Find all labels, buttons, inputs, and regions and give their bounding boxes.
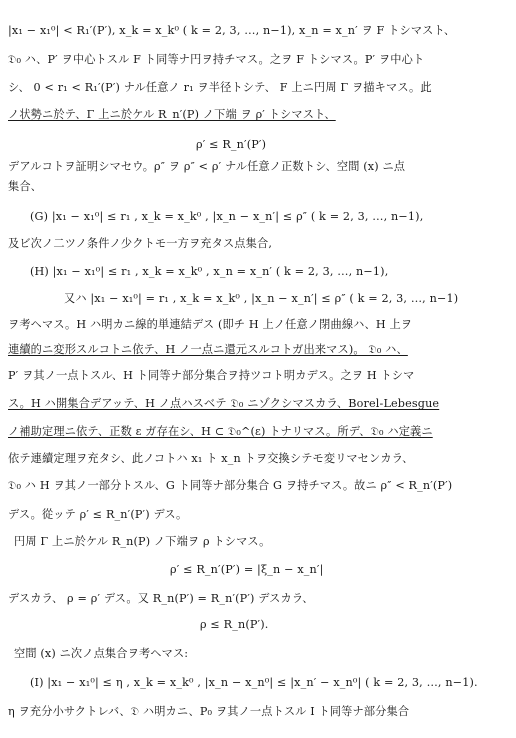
text-line: (H) |x₁ − x₁⁰| ≤ r₁ , x_k = x_k⁰ , x_n = x_n′ ( k = 2, 3, …, n−1),	[30, 265, 389, 278]
text-line: 円周 Γ 上ニ於ケル R_n(P) ノ下端ヲ ρ トシマス。	[14, 535, 271, 548]
text-line: (G) |x₁ − x₁⁰| ≤ r₁ , x_k = x_k⁰ , |x_n − x_n′| ≤ ρ″ ( k = 2, 3, …, n−1),	[30, 210, 424, 223]
text-line: 依テ連續定理ヲ充タシ、此ノコトハ x₁ ト x_n トヲ交換シテモ変リマセンカラ、	[8, 452, 414, 465]
text-line: |x₁ − x₁⁰| < R₁′(P′), x_k = x_k⁰ ( k = 2, 3, …, n−1), x_n = x_n′ ヲ F トシマスト、	[8, 24, 456, 37]
text-line: 又ハ |x₁ − x₁⁰| = r₁ , x_k = x_k⁰ , |x_n − x_n′| ≤ ρ″ ( k = 2, 3, …, n−1)	[64, 292, 459, 305]
text-line: ノ状勢ニ於テ、Γ 上ニ於ケル R_n′(P) ノ下端 ヲ ρ′ トシマスト、	[8, 108, 336, 121]
text-line: デスカラ、 ρ = ρ′ デス。又 R_n(P′) = R_n′(P′) デスカラ、	[8, 592, 314, 605]
text-line: 連續的ニ変形スルコトニ依テ、H ノ一点ニ還元スルコトガ出来マス)。 𝔇₀ ハ、	[8, 343, 408, 356]
text-line: ρ′ ≤ R_n′(P′) = |ξ_n − x_n′|	[170, 563, 324, 576]
text-line: 𝔇₀ ハ、P′ ヲ中心トスル F ト同等ナ円ヲ持チマス。之ヲ F トシマス。P′ ヲ中心ト	[8, 53, 425, 66]
text-line: ρ′ ≤ R_n′(P′)	[196, 138, 267, 151]
text-line: デス。從ッテ ρ′ ≤ R_n′(P′) デス。	[8, 508, 188, 521]
text-line: デアルコトヲ証明シマセウ。ρ″ ヲ ρ″ < ρ′ ナル任意ノ正数トシ、空間 (x) ニ点	[8, 160, 406, 173]
text-line: ρ ≤ R_n(P′).	[200, 618, 269, 631]
text-line: 𝔇₀ ハ H ヲ其ノ一部分トスル、G ト同等ナ部分集合 G ヲ持チマス。故ニ ρ″ < R_n′(P′)	[8, 479, 453, 492]
text-line: 空間 (x) ニ次ノ点集合ヲ考ヘマス:	[14, 647, 189, 660]
text-line: 及ビ次ノ二ツノ条件ノ少クトモ一方ヲ充タス点集合,	[8, 237, 273, 250]
text-line: P′ ヲ其ノ一点トスル、H ト同等ナ部分集合ヲ持ツコト明カデス。之ヲ H トシマ	[8, 369, 415, 382]
text-line: ヲ考ヘマス。H ハ明カニ線的単連結デス (即チ H 上ノ任意ノ閉曲線ハ、H 上ヲ	[8, 318, 413, 331]
text-line: 集合、	[8, 180, 43, 193]
text-line: η ヲ充分小サクトレバ、𝔇 ハ明カニ、P₀ ヲ其ノ一点トスル I ト同等ナ部分集合	[8, 705, 410, 718]
text-line: (I) |x₁ − x₁⁰| ≤ η , x_k = x_k⁰ , |x_n − x_n⁰| ≤ |x_n′ − x_n⁰| ( k = 2, 3, …, n−1).	[30, 676, 478, 689]
text-line: シ、 0 < r₁ < R₁′(P′) ナル任意ノ r₁ ヲ半径トシテ、 F 上ニ円周 Γ ヲ描キマス。此	[8, 81, 432, 94]
text-line: ノ補助定理ニ依テ、正数 ε ガ存在シ、H ⊂ 𝔇₀^(ε) トナリマス。所デ、𝔇₀ ハ定義ニ	[8, 425, 433, 438]
text-line: ス。H ハ開集合デアッテ、H ノ点ハスベテ 𝔇₀ ニゾクシマスカラ、Borel-Lebesgue	[8, 397, 440, 410]
